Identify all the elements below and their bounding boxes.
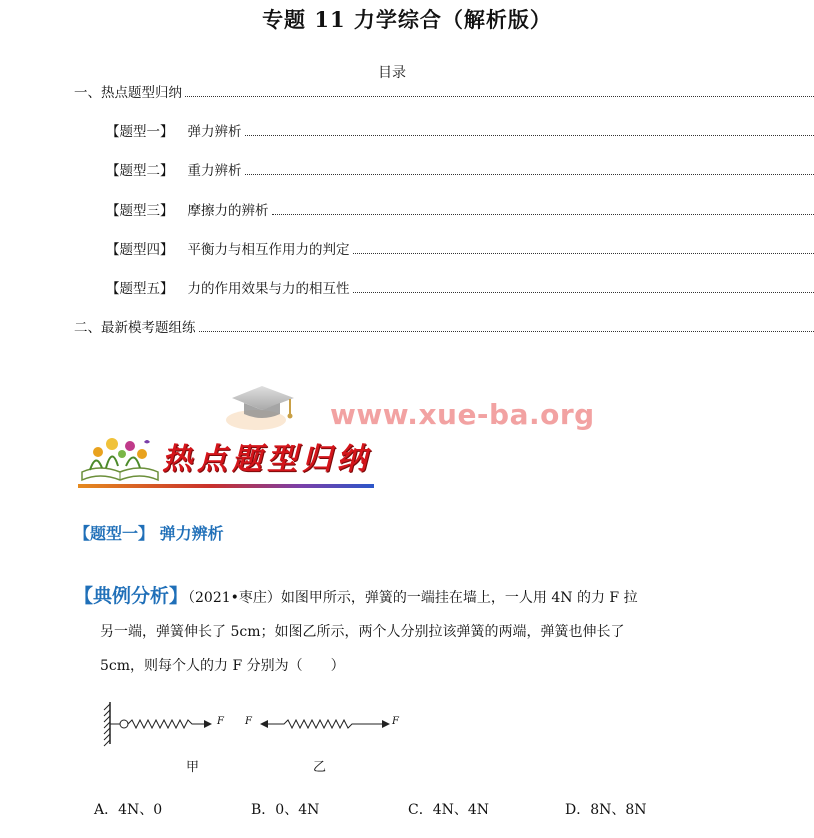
toc-item-tag: 【题型二】 (106, 163, 174, 179)
choice-a[interactable]: A．4N、0 (94, 802, 163, 818)
force-label-a: F (217, 716, 224, 727)
toc-item-type-4[interactable] (106, 241, 814, 259)
toc-dot-leader (185, 96, 814, 97)
problem-line-1: （2021•枣庄）如图甲所示，弹簧的一端挂在墙上，一人用 4N 的力 F 拉 (188, 590, 638, 606)
problem-line-2: 另一端，弹簧伸长了 5cm；如图乙所示，两个人分别拉该弹簧的两端，弹簧也伸长了 (100, 624, 625, 640)
toc-item-label: 平衡力与相互作用力的判定 (187, 242, 350, 258)
toc-item-tag: 【题型三】 (106, 203, 174, 219)
toc-item-label: 摩擦力的辨析 (187, 203, 269, 219)
figure-caption-b: 乙 (313, 760, 327, 775)
example-tag: 【典例分析】 (74, 585, 189, 607)
answer-choices (94, 799, 794, 819)
question-type-heading: 【题型一】 弹力辨析 (74, 524, 224, 543)
toc-item-label: 一、热点题型归纳 (74, 85, 182, 101)
watermark-text: www.xue-ba.org (330, 398, 595, 431)
toc-item-label: 力的作用效果与力的相互性 (187, 281, 350, 297)
book-flowers-icon (78, 432, 164, 484)
toc-heading: 目录 (378, 65, 406, 81)
toc-dot-leader (245, 135, 814, 136)
toc-item-type-1[interactable] (106, 123, 814, 141)
toc-dot-leader (272, 214, 814, 215)
toc-item-tag: 【题型五】 (106, 281, 174, 297)
diagram-b-two-person-spring (260, 720, 390, 728)
force-label-b-left: F (245, 716, 252, 727)
toc-item-type-2[interactable] (106, 162, 814, 180)
toc-item-label: 重力辨析 (187, 163, 242, 179)
toc-item-hot-topics[interactable] (74, 84, 814, 102)
toc-item-label: 弹力辨析 (187, 124, 242, 140)
toc-item-tag: 【题型四】 (106, 242, 174, 258)
toc-item-label: 二、最新模考题组练 (74, 320, 196, 336)
toc-dot-leader (353, 253, 814, 254)
document-title: 专题 11 力学综合（解析版） (262, 7, 552, 32)
example-problem (74, 579, 734, 683)
choice-d[interactable]: D．8N、8N (565, 802, 647, 818)
choice-b[interactable]: B．0、4N (251, 802, 320, 818)
toc-item-exam-practice[interactable] (74, 319, 814, 337)
force-label-b-right: F (392, 716, 399, 727)
section-banner-title: 热点题型归纳 (162, 442, 372, 477)
toc-dot-leader (245, 174, 814, 175)
banner-underline (78, 484, 374, 488)
toc-dot-leader (199, 331, 814, 332)
spring-diagram (100, 700, 410, 752)
graduation-cap-icon (222, 378, 332, 438)
diagram-a-wall-spring (104, 702, 212, 746)
problem-line-3: 5cm，则每个人的力 F 分别为（ ） (100, 658, 345, 674)
toc-dot-leader (353, 292, 814, 293)
figure-caption-a: 甲 (186, 760, 200, 775)
toc-item-type-5[interactable] (106, 280, 814, 298)
choice-c[interactable]: C．4N、4N (408, 802, 490, 818)
toc-item-tag: 【题型一】 (106, 124, 174, 140)
toc-item-type-3[interactable] (106, 202, 814, 220)
